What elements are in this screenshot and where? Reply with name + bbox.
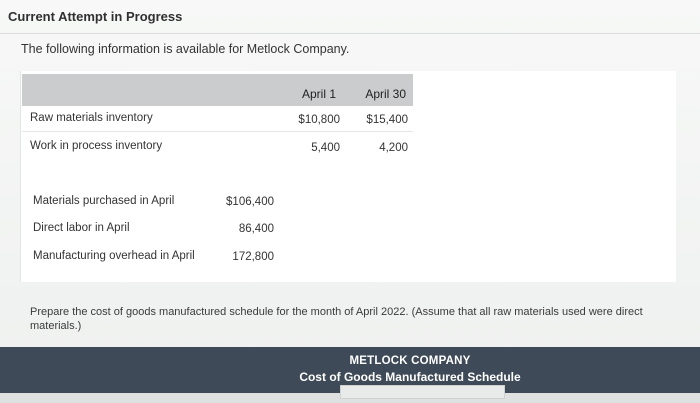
column-header-april1: April 1 [301,87,336,101]
row-label-direct-labor: Direct labor in April [33,222,130,234]
page-title: Current Attempt in Progress [8,9,183,24]
row-label-materials-purchased: Materials purchased in April [33,195,175,207]
row-label-raw-materials: Raw materials inventory [30,112,153,124]
column-header-april30: April 30 [365,87,406,101]
cell-wip-april30: 4,200 [379,142,408,154]
cell-raw-materials-april30: $15,400 [366,114,408,126]
cell-materials-purchased: $106,400 [226,196,274,208]
schedule-input-field[interactable] [340,385,505,399]
row-divider [22,131,413,132]
intro-text: The following information is available for Metlock Company. [21,42,350,56]
row-label-manufacturing-overhead: Manufacturing overhead in April [33,250,195,262]
instruction-text: Prepare the cost of goods manufactured schedule for the month of April 2022. (Assume that all raw materials used were direct materials.) [30,306,643,332]
row-label-work-in-process: Work in process inventory [30,140,163,152]
header-divider [0,33,700,34]
cell-direct-labor: 86,400 [238,223,274,235]
schedule-title: Cost of Goods Manufactured Schedule [299,370,521,384]
cell-raw-materials-april1: $10,800 [298,114,340,126]
cell-wip-april1: 5,400 [311,142,340,154]
cell-manufacturing-overhead: 172,800 [232,251,274,263]
schedule-company-name: METLOCK COMPANY [349,355,471,367]
